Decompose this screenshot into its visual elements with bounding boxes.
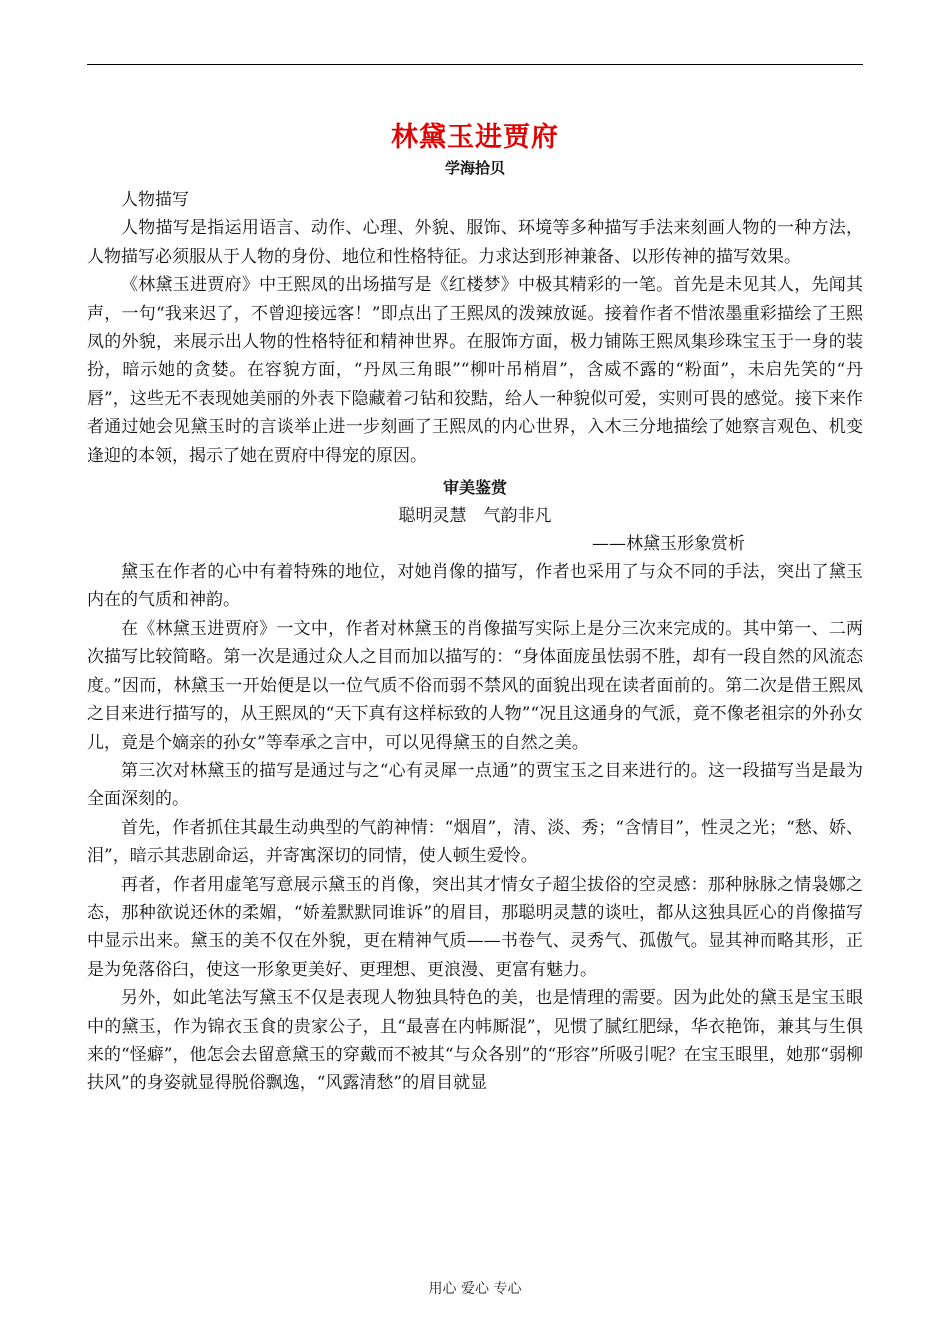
paragraph: 在《林黛玉进贾府》一文中，作者对林黛玉的肖像描写实际上是分三次来完成的。其中第一、二两次描写比较简略。第一次是通过众人之目而加以描写的：“身体面庞虽怯弱不胜，却有一段自然的风流态度。”因而，林黛玉一开始便是以一位气质不俗而弱不禁风的面貌出现在读者面前的。第二次是借王熙凤之目来进行描写的，从王熙凤的“天下真有这样标致的人物”“况且这通身的气派，竟不像老祖宗的外孙女儿，竟是个嫡亲的孙女”等奉承之言中，可以见得黛玉的自然之美。 — [87, 618, 863, 753]
section-subtitle: 聪明灵慧 气韵非凡 — [398, 506, 552, 527]
header-rule — [87, 64, 863, 65]
section-heading-character-description: 人物描写 — [121, 190, 189, 210]
section-byline: ——林黛玉形象赏析 — [592, 534, 745, 555]
document-subtitle: 学海拾贝 — [444, 159, 505, 177]
document-body — [87, 120, 863, 1098]
section-heading-aesthetic-appreciation: 审美鉴赏 — [442, 478, 507, 498]
paragraph: 第三次对林黛玉的描写是通过与之“心有灵犀一点通”的贾宝玉之目来进行的。这一段描写当是最为全面深刻的。 — [87, 760, 863, 810]
paragraph: 人物描写是指运用语言、动作、心理、外貌、服饰、环境等多种描写手法来刻画人物的一种方法，人物描写必须服从于人物的身份、地位和性格特征。力求达到形神兼备、以形传神的描写效果。 — [87, 218, 863, 267]
paragraph: 再者，作者用虚笔写意展示黛玉的肖像，突出其才情女子超尘拔俗的空灵感：那种脉脉之情袅娜之态，那种欲说还休的柔媚，“娇羞默默同谁诉”的眉目，那聪明灵慧的谈吐，都从这独具匠心的肖像描写中显示出来。黛玉的美不仅在外貌，更在精神气质——书卷气、灵秀气、孤傲气。显其神而略其形，正是为免落俗臼，使这一形象更美好、更理想、更浪漫、更富有魅力。 — [87, 874, 863, 980]
paragraph: 另外，如此笔法写黛玉不仅是表现人物独具特色的美，也是情理的需要。因为此处的黛玉是宝玉眼中的黛玉，作为锦衣玉食的贵家公子，且“最喜在内帏厮混”，见惯了腻红肥绿，华衣艳饰，兼其与生俱来的“怪癖”，他怎会去留意黛玉的穿戴而不被其“与众各别”的“形容”所吸引呢？在宝玉眼里，她那“弱柳扶风”的身姿就显得脱俗飘逸，“风露清愁”的眉目就显 — [87, 988, 863, 1094]
page-footer: 用心 爱心 专心 — [428, 1281, 522, 1297]
paragraph: 黛玉在作者的心中有着特殊的地位，对她肖像的描写，作者也采用了与众不同的手法，突出了黛玉内在的气质和神韵。 — [87, 562, 863, 611]
paragraph: 首先，作者抓住其最生动典型的气韵神情：“烟眉”，清、淡、秀；“含情目”，性灵之光；“愁、娇、泪”，暗示其悲剧命运，并寄寓深切的同情，使人顿生爱怜。 — [87, 817, 863, 867]
paragraph: 《林黛玉进贾府》中王熙凤的出场描写是《红楼梦》中极其精彩的一笔。首先是未见其人，先闻其声，一句“我来迟了，不曾迎接远客！”即点出了王熙凤的泼辣放诞。接着作者不惜浓墨重彩描绘了王熙凤的外貌，来展示出人物的性格特征和精神世界。在服饰方面，极力铺陈王熙凤集珍珠宝玉于一身的装扮，暗示她的贪婪。在容貌方面，“丹凤三角眼”“柳叶吊梢眉”，含威不露的“粉面”，未启先笑的“丹唇”，这些无不表现她美丽的外表下隐藏着刁钻和狡黠，给人一种貌似可爱，实则可畏的感觉。接下来作者通过她会见黛玉时的言谈举止进一步刻画了王熙凤的内心世界，入木三分地描绘了她察言观色、机变逢迎的本领，揭示了她在贾府中得宠的原因。 — [87, 275, 863, 466]
document-title: 林黛玉进贾府 — [391, 122, 559, 153]
